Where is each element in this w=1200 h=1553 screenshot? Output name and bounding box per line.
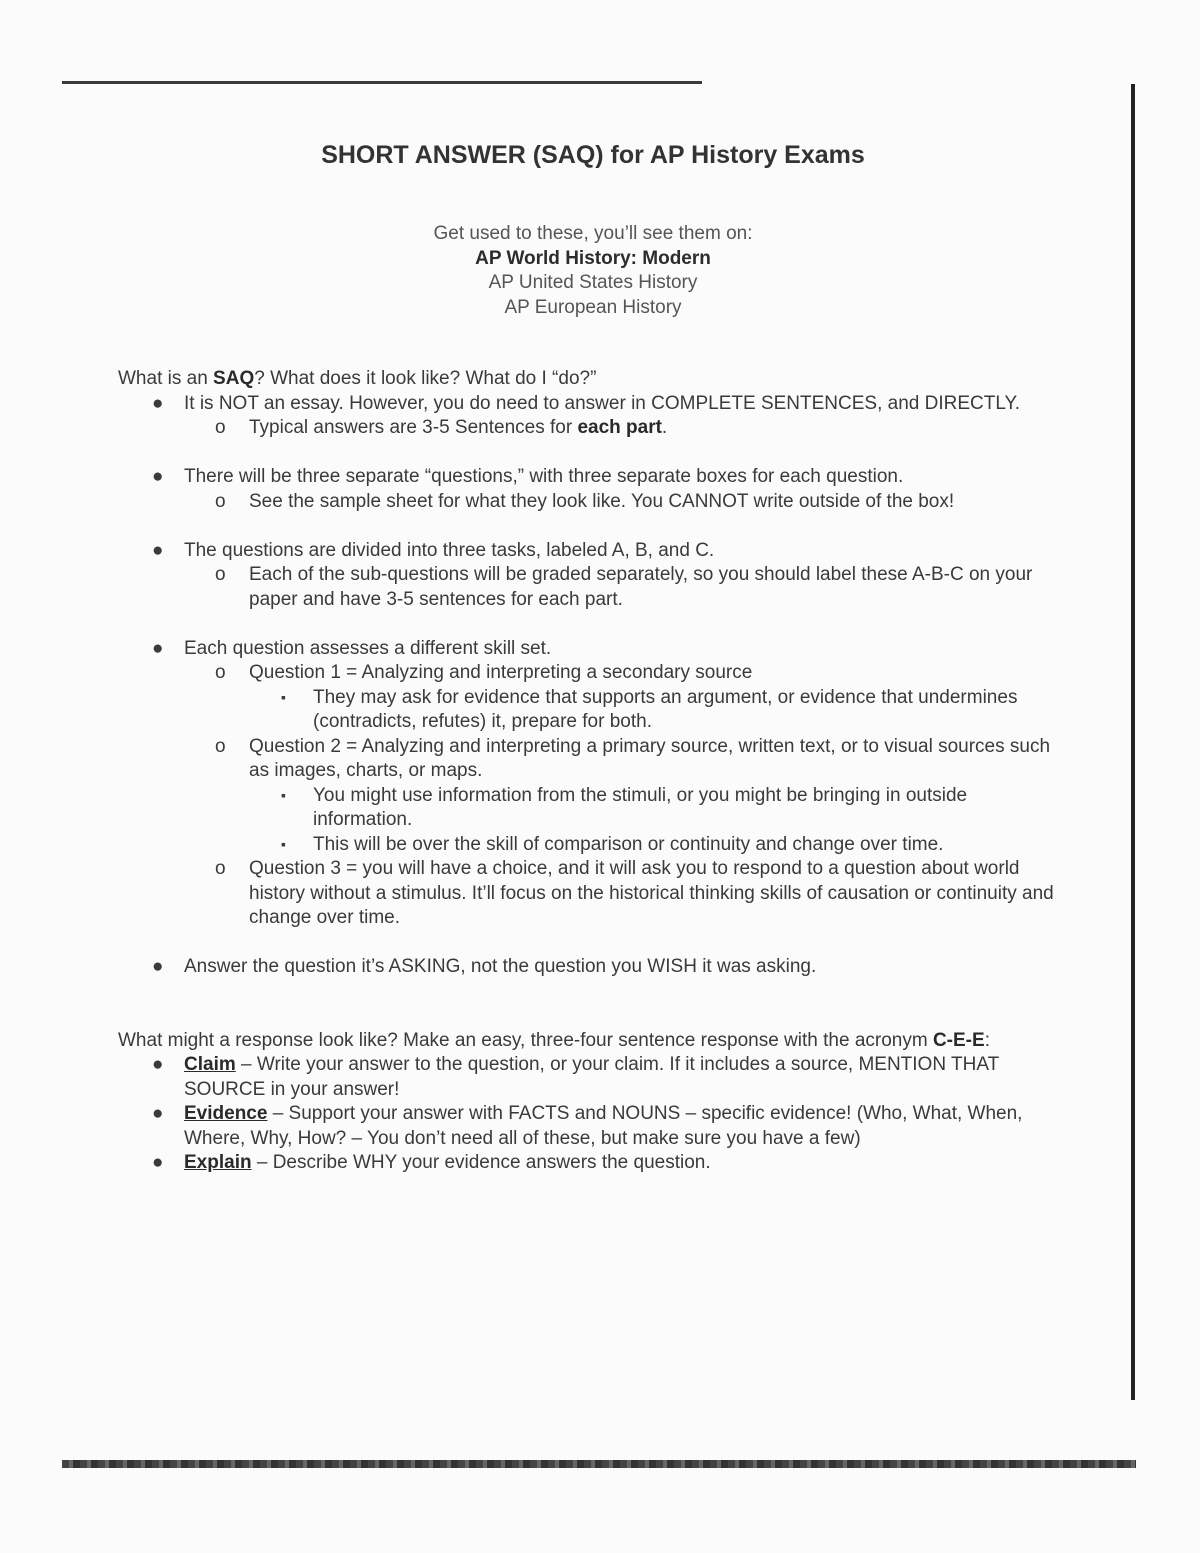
list-item: ▪ They may ask for evidence that supports an argument, or evidence that undermines (contradicts, refutes) it, prepare for both. — [281, 686, 1018, 732]
circle-bullet-icon: o — [215, 735, 226, 757]
bullet-icon: ● — [152, 1152, 164, 1173]
evidence-label: Evidence — [184, 1103, 268, 1124]
list-item: o Typical answers are 3-5 Sentences for each part. — [118, 416, 1068, 441]
circle-bullet-icon: o — [215, 490, 226, 512]
exam-item: AP World History: Modern — [475, 247, 711, 269]
circle-bullet-icon: o — [215, 564, 226, 585]
list-item: ● It is NOT an essay. However, you do need to answer in COMPLETE SENTENCES, and DIRECTLY. — [118, 392, 1068, 417]
bullet-icon: ● — [152, 392, 164, 414]
list-item: o See the sample sheet for what they look like. You CANNOT write outside of the box! — [118, 490, 1068, 515]
list-item: o Question 2 = Analyzing and interpreting a primary source, written text, or to visual sources such as images, charts, or maps. — [215, 735, 1051, 781]
explain-label: Explain — [184, 1152, 252, 1173]
list-item: o Each of the sub-questions will be graded separately, so you should label these A-B-C on your paper and have 3-5 sentences for each part. — [215, 564, 1033, 610]
list-item: o Question 3 = you will have a choice, and it will ask you to respond to a question about world history without a stimulus. It’ll focus on the historical thinking skills of causation or continuity and change over time. — [215, 858, 1054, 928]
list-item: ● Answer the question it’s ASKING, not the question you WISH it was asking. — [118, 955, 1068, 980]
claim-label: Claim — [184, 1054, 236, 1075]
circle-bullet-icon: o — [215, 417, 226, 438]
document-title: SHORT ANSWER (SAQ) for AP History Exams — [321, 141, 865, 169]
bullet-icon: ● — [152, 539, 164, 561]
response-question: What might a response look like? Make an easy, three-four sentence response with the acronym C-E-E: — [118, 1029, 990, 1051]
list-item: ● The questions are divided into three tasks, labeled A, B, and C. — [118, 539, 1068, 564]
exam-intro: Get used to these, you’ll see them on: — [433, 223, 753, 244]
bullet-icon: ● — [152, 1103, 164, 1124]
list-item: ● There will be three separate “questions,” with three separate boxes for each question. — [118, 465, 1068, 490]
list-item: ● Explain – Describe WHY your evidence answers the question. — [118, 1151, 1068, 1176]
list-item: ▪ You might use information from the stimuli, or you might be bringing in outside information. — [281, 784, 968, 830]
list-item: ● Evidence – Support your answer with FACTS and NOUNS – specific evidence! (Who, What, When, Where, Why, How? – You don’t need all of these, but make sure you have a few) — [152, 1103, 1023, 1149]
square-bullet-icon: ▪ — [281, 688, 286, 705]
bullet-icon: ● — [152, 637, 164, 659]
circle-bullet-icon: o — [215, 662, 226, 683]
list-item: o Question 1 = Analyzing and interpreting a secondary source — [118, 661, 1068, 686]
list-item: ▪ This will be over the skill of comparison or continuity and change over time. — [281, 833, 944, 855]
scan-edge-top — [62, 81, 702, 84]
list-item: ● Claim – Write your answer to the question, or your claim. If it includes a source, MENTION THAT SOURCE in your answer! — [152, 1054, 999, 1100]
exam-item: AP United States History — [488, 272, 698, 293]
list-item: ● Each question assesses a different skill set. — [118, 637, 1068, 662]
bullet-icon: ● — [152, 956, 164, 977]
saq-question: What is an SAQ? What does it look like? What do I “do?” — [118, 368, 597, 389]
square-bullet-icon: ▪ — [281, 786, 286, 803]
scan-edge-bottom — [62, 1460, 1136, 1468]
bullet-icon: ● — [152, 1054, 164, 1075]
circle-bullet-icon: o — [215, 858, 226, 879]
exam-list — [0, 222, 1186, 320]
exam-item: AP European History — [504, 296, 682, 318]
bullet-icon: ● — [152, 466, 164, 487]
document-body — [118, 367, 1068, 1176]
square-bullet-icon: ▪ — [281, 835, 286, 852]
